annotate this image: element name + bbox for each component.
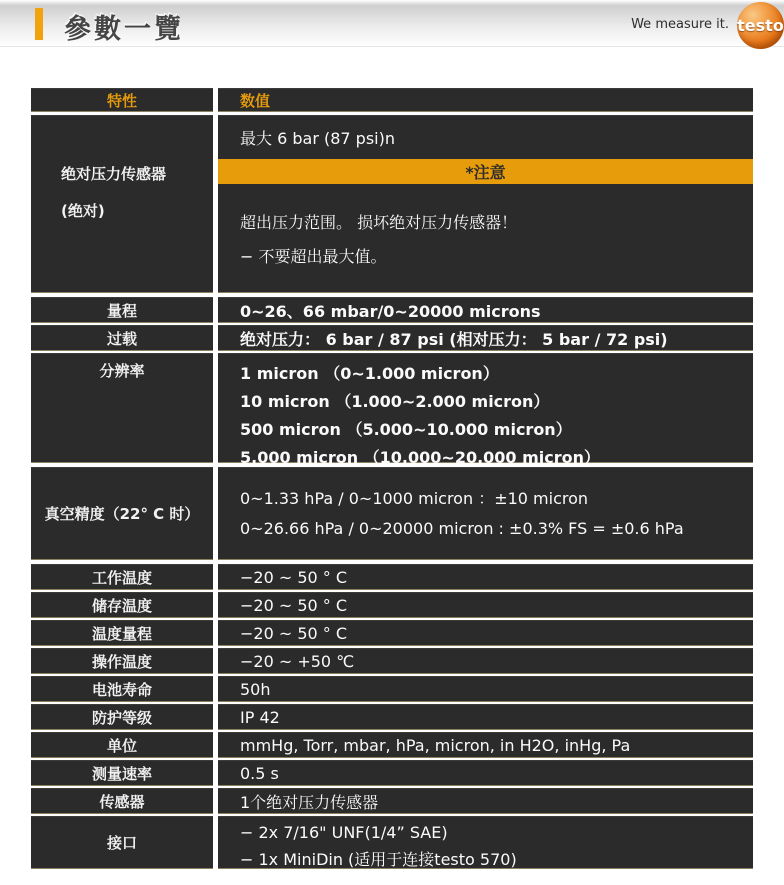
table-row-overload bbox=[31, 325, 753, 351]
table-row-sensor bbox=[31, 788, 753, 814]
row-label: 过载 bbox=[31, 325, 213, 351]
table-row-operating-temp bbox=[31, 648, 753, 674]
caution-text bbox=[218, 184, 753, 278]
table-row-measuring-rate bbox=[31, 760, 753, 786]
table-row-storage-temp bbox=[31, 592, 753, 618]
row-label: 测量速率 bbox=[31, 760, 213, 786]
accuracy-line: 0~1.33 hPa / 0~1000 micron ：±10 micron bbox=[240, 488, 589, 508]
row-label: 量程 bbox=[31, 297, 213, 323]
resolution-line: 5.000 micron （10.000~20.000 micron） bbox=[240, 448, 601, 467]
table-header-row bbox=[31, 88, 753, 112]
row-label: 传感器 bbox=[31, 788, 213, 814]
row-value bbox=[218, 467, 753, 560]
connection-line: − 1x MiniDin (适用于连接testo 570) bbox=[240, 849, 517, 869]
row-label-line: 绝对压力传感器 bbox=[61, 165, 167, 183]
table-row-accuracy bbox=[31, 467, 753, 560]
row-label: 操作温度 bbox=[31, 648, 213, 674]
spec-table bbox=[31, 88, 753, 869]
row-label: 单位 bbox=[31, 732, 213, 758]
row-value: IP 42 bbox=[218, 704, 753, 730]
table-row-battery-life bbox=[31, 676, 753, 702]
page-title: 參數一覽 bbox=[64, 14, 184, 45]
row-value: −20 ~ 50 ° C bbox=[218, 564, 753, 590]
table-row-pressure-sensor bbox=[31, 115, 753, 293]
table-row-range bbox=[31, 297, 753, 323]
caution-line: − 不要超出最大值。 bbox=[240, 247, 387, 266]
brand-area bbox=[631, 0, 784, 50]
row-label: 储存温度 bbox=[31, 592, 213, 618]
table-row-resolution bbox=[31, 353, 753, 467]
table-row-units bbox=[31, 732, 753, 758]
row-label: 防护等级 bbox=[31, 704, 213, 730]
top-banner bbox=[0, 0, 784, 47]
row-label: 分辨率 bbox=[31, 353, 213, 463]
testo-logo-icon bbox=[737, 2, 784, 49]
row-value bbox=[218, 816, 753, 869]
table-row-protection-class bbox=[31, 704, 753, 730]
resolution-line: 10 micron （1.000~2.000 micron） bbox=[240, 392, 550, 411]
notice-band: *注意 bbox=[218, 159, 753, 184]
max-pressure-text: 最大 6 bar (87 psi)n bbox=[240, 129, 395, 148]
testo-logo-text: testo bbox=[737, 16, 784, 35]
row-value: 0.5 s bbox=[218, 760, 753, 786]
row-value: 0~26、66 mbar/0~20000 microns bbox=[218, 297, 753, 323]
table-row-connections bbox=[31, 816, 753, 869]
accent-bar bbox=[35, 8, 43, 40]
resolution-line: 500 micron （5.000~10.000 micron） bbox=[240, 420, 572, 439]
row-value: mmHg, Torr, mbar, hPa, micron, in H2O, inHg, Pa bbox=[218, 732, 753, 758]
connection-line: − 2x 7/16" UNF(1/4” SAE) bbox=[240, 822, 448, 842]
row-label: 温度量程 bbox=[31, 620, 213, 646]
table-row-temp-range bbox=[31, 620, 753, 646]
row-value: −20 ~ 50 ° C bbox=[218, 592, 753, 618]
row-label: 接口 bbox=[31, 816, 213, 869]
caution-line: 超出压力范围。 损坏绝对压力传感器！ bbox=[240, 213, 518, 232]
row-label-line: (绝对) bbox=[61, 202, 105, 220]
accuracy-line: 0~26.66 hPa / 0~20000 micron : ±0.3% FS = ±0.6 hPa bbox=[240, 518, 684, 538]
row-label: 工作温度 bbox=[31, 564, 213, 590]
resolution-line: 1 micron （0~1.000 micron） bbox=[240, 364, 499, 383]
row-label: 真空精度（22° C 时） bbox=[31, 467, 213, 560]
row-label bbox=[31, 115, 213, 293]
table-row-working-temp bbox=[31, 564, 753, 590]
brand-tagline: We measure it. bbox=[631, 16, 729, 32]
row-value bbox=[218, 115, 753, 293]
row-value: 1个绝对压力传感器 bbox=[218, 788, 753, 814]
row-value: −20 ~ +50 ℃ bbox=[218, 648, 753, 674]
row-value bbox=[218, 353, 753, 467]
column-header-characteristic: 特性 bbox=[31, 88, 213, 112]
row-value: 绝对压力： 6 bar / 87 psi (相对压力： 5 bar / 72 psi) bbox=[218, 325, 753, 351]
column-header-value: 数值 bbox=[218, 88, 753, 112]
row-value: 50h bbox=[218, 676, 753, 702]
row-value: −20 ~ 50 ° C bbox=[218, 620, 753, 646]
row-label: 电池寿命 bbox=[31, 676, 213, 702]
